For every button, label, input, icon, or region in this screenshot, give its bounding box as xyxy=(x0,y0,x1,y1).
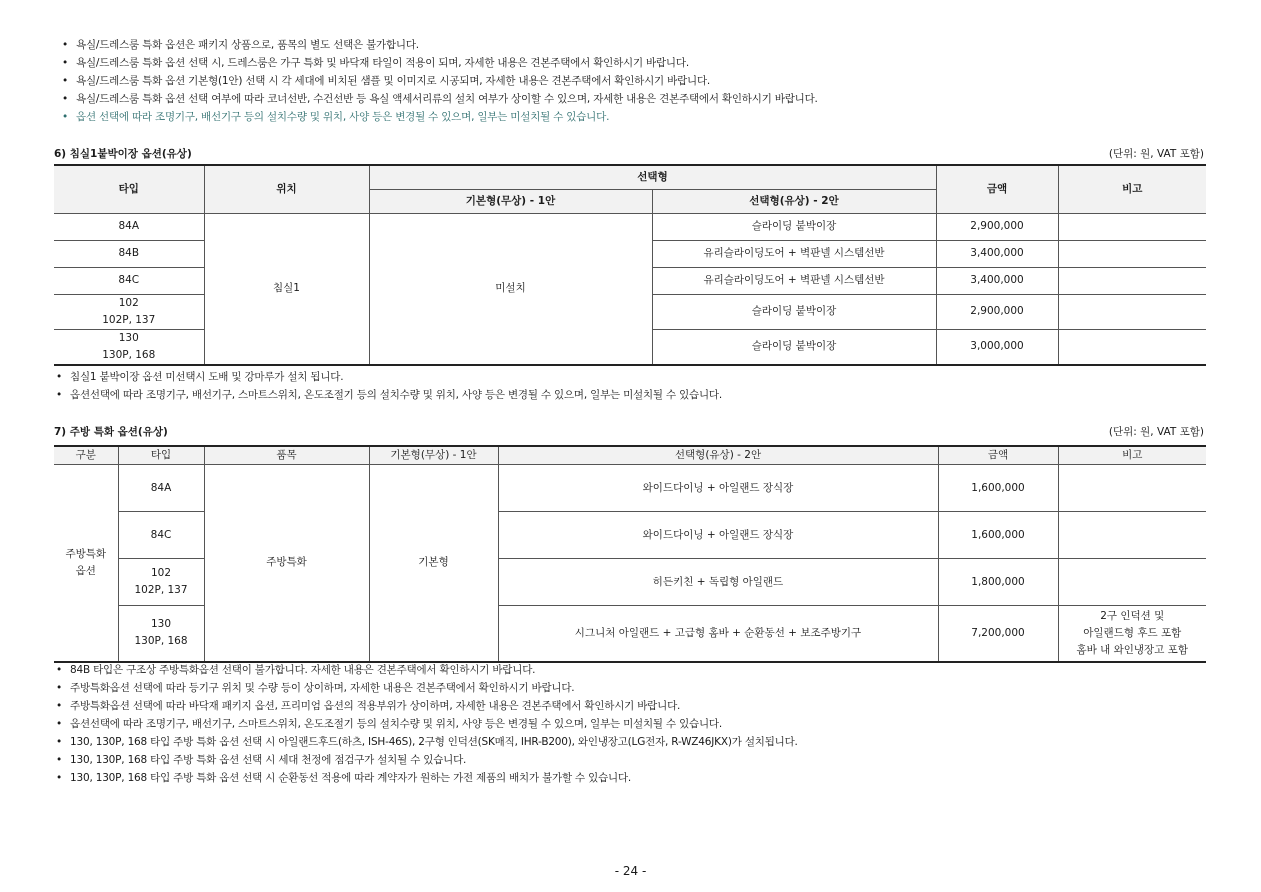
section6-notes xyxy=(54,368,722,404)
amount-cell: 1,800,000 xyxy=(938,559,1058,606)
note-item: • 옵션선택에 따라 조명기구, 배선기구, 스마트스위치, 온도조절기 등의 설치수량 및 위치, 사양 등은 변경될 수 있으며, 일부는 미설치될 수 있습니다. xyxy=(54,715,798,733)
type-line1: 130 xyxy=(118,331,139,344)
section7-title: 7) 주방 특화 옵션(유상) xyxy=(54,426,168,438)
type-cell: 84A xyxy=(54,213,204,240)
paid-cell: 히든키친 + 독립형 아일랜드 xyxy=(498,559,938,606)
type-cell: 84C xyxy=(118,512,204,559)
bedroom-closet-table xyxy=(54,164,1206,366)
note-item: • 주방특화옵션 선택에 따라 등기구 위치 및 수량 등이 상이하며, 자세한 내용은 견본주택에서 확인하시기 바랍니다. xyxy=(54,679,798,697)
header-remark: 비고 xyxy=(1058,446,1206,465)
note-item: • 84B 타입은 구조상 주방특화옵션 선택이 불가합니다. 자세한 내용은 견본주택에서 확인하시기 바랍니다. xyxy=(54,661,798,679)
type-cell: 84C xyxy=(54,267,204,294)
remark-cell xyxy=(1058,465,1206,512)
table-row xyxy=(54,213,1206,240)
amount-cell: 2,900,000 xyxy=(936,294,1058,329)
type-cell xyxy=(118,606,204,662)
remark-line2: 아일랜드형 후드 포함 xyxy=(1083,626,1182,639)
paid-cell: 슬라이딩 붙박이장 xyxy=(652,213,936,240)
note-item: • 옵션 선택에 따라 조명기구, 배선기구 등의 설치수량 및 위치, 사양 등은 변경될 수 있으며, 일부는 미설치될 수 있습니다. xyxy=(60,108,818,126)
type-line2: 130P, 168 xyxy=(102,348,156,361)
remark-cell xyxy=(1058,606,1206,662)
amount-cell: 1,600,000 xyxy=(938,512,1058,559)
category-line2: 옵션 xyxy=(75,564,96,577)
note-item: • 욕실/드레스룸 특화 옵션 선택 시, 드레스룸은 가구 특화 및 바닥재 타일이 적용이 되며, 자세한 내용은 견본주택에서 확인하시기 바랍니다. xyxy=(60,54,818,72)
category-cell xyxy=(54,465,118,662)
note-item: • 130, 130P, 168 타입 주방 특화 옵션 선택 시 아일랜드후드(하츠, ISH-46S), 2구형 인덕션(SK매직, IHR-B200), 와인냉장고(LG전자, R-WZ46JKX)가 설치됩니다. xyxy=(54,733,798,751)
amount-cell: 3,400,000 xyxy=(936,240,1058,267)
type-line2: 102P, 137 xyxy=(134,584,188,596)
type-cell xyxy=(118,559,204,606)
header-basic: 기본형(무상) - 1안 xyxy=(369,189,652,213)
header-amount: 금액 xyxy=(936,165,1058,213)
type-cell xyxy=(54,329,204,365)
header-selection: 선택형 xyxy=(369,165,936,189)
item-cell: 주방특화 xyxy=(204,465,369,662)
section6-title: 6) 침실1붙박이장 옵션(유상) xyxy=(54,148,192,160)
amount-cell: 7,200,000 xyxy=(938,606,1058,662)
header-remark: 비고 xyxy=(1058,165,1206,213)
header-type: 타입 xyxy=(54,165,204,213)
paid-cell: 유리슬라이딩도어 + 벽판넬 시스템선반 xyxy=(652,267,936,294)
header-basic: 기본형(무상) - 1안 xyxy=(369,446,498,465)
note-item: • 욕실/드레스룸 특화 옵션 선택 여부에 따라 코너선반, 수건선반 등 욕실 액세서리류의 설치 여부가 상이할 수 있으며, 자세한 내용은 견본주택에서 확인하시기 바랍니다. xyxy=(60,90,818,108)
section7-unit: (단위: 원, VAT 포함) xyxy=(1108,426,1204,438)
remark-line3: 홈바 내 와인냉장고 포함 xyxy=(1076,643,1188,656)
remark-cell xyxy=(1058,267,1206,294)
header-type: 타입 xyxy=(118,446,204,465)
amount-cell: 3,000,000 xyxy=(936,329,1058,365)
page-number: - 24 - xyxy=(614,864,647,878)
type-line1: 130 xyxy=(150,618,172,631)
paid-cell: 와이드다이닝 + 아일랜드 장식장 xyxy=(498,465,938,512)
note-item: • 130, 130P, 168 타입 주방 특화 옵션 선택 시 순환동선 적용에 따라 계약자가 원하는 가전 제품의 배치가 불가할 수 있습니다. xyxy=(54,769,798,787)
top-notes xyxy=(60,36,818,126)
type-cell: 84B xyxy=(54,240,204,267)
amount-cell: 3,400,000 xyxy=(936,267,1058,294)
amount-cell: 2,900,000 xyxy=(936,213,1058,240)
category-line1: 주방특화 xyxy=(65,547,107,560)
basic-cell: 기본형 xyxy=(369,465,498,662)
note-item: • 욕실/드레스룸 특화 옵션은 패키지 상품으로, 품목의 별도 선택은 불가합니다. xyxy=(60,36,818,54)
note-item: • 침실1 붙박이장 옵션 미선택시 도배 및 강마루가 설치 됩니다. xyxy=(54,368,722,386)
kitchen-option-table xyxy=(54,445,1206,663)
header-amount: 금액 xyxy=(938,446,1058,465)
remark-cell xyxy=(1058,559,1206,606)
remark-cell xyxy=(1058,294,1206,329)
note-item: • 130, 130P, 168 타입 주방 특화 옵션 선택 시 세대 천정에 점검구가 설치될 수 있습니다. xyxy=(54,751,798,769)
type-cell xyxy=(54,294,204,329)
note-item: • 욕실/드레스룸 특화 옵션 기본형(1안) 선택 시 각 세대에 비치된 샘플 및 이미지로 시공되며, 자세한 내용은 견본주택에서 확인하시기 바랍니다. xyxy=(60,72,818,90)
header-item: 품목 xyxy=(204,446,369,465)
note-item: • 주방특화옵션 선택에 따라 바닥재 패키지 옵션, 프리미엄 옵션의 적용부위가 상이하며, 자세한 내용은 견본주택에서 확인하시기 바랍니다. xyxy=(54,697,798,715)
table-row xyxy=(54,465,1206,512)
amount-cell: 1,600,000 xyxy=(938,465,1058,512)
header-location: 위치 xyxy=(204,165,369,213)
note-item: • 옵션선택에 따라 조명기구, 배선기구, 스마트스위치, 온도조절기 등의 설치수량 및 위치, 사양 등은 변경될 수 있으며, 일부는 미설치될 수 있습니다. xyxy=(54,386,722,404)
type-line1: 102 xyxy=(150,567,172,579)
type-line2: 102P, 137 xyxy=(102,313,156,326)
header-paid: 선택형(유상) - 2안 xyxy=(498,446,938,465)
paid-cell: 유리슬라이딩도어 + 벽판넬 시스템선반 xyxy=(652,240,936,267)
remark-cell xyxy=(1058,240,1206,267)
remark-cell xyxy=(1058,512,1206,559)
type-line2: 130P, 168 xyxy=(134,635,188,648)
type-line1: 102 xyxy=(118,296,139,309)
header-paid: 선택형(유상) - 2안 xyxy=(652,189,936,213)
type-cell: 84A xyxy=(118,465,204,512)
remark-line1: 2구 인덕션 및 xyxy=(1100,609,1165,622)
remark-cell xyxy=(1058,213,1206,240)
paid-cell: 슬라이딩 붙박이장 xyxy=(652,329,936,365)
section6-unit: (단위: 원, VAT 포함) xyxy=(1108,148,1204,160)
paid-cell: 슬라이딩 붙박이장 xyxy=(652,294,936,329)
basic-cell: 미설치 xyxy=(369,213,652,365)
section7-notes xyxy=(54,661,798,787)
remark-cell xyxy=(1058,329,1206,365)
header-category: 구분 xyxy=(54,446,118,465)
location-cell: 침실1 xyxy=(204,213,369,365)
paid-cell: 와이드다이닝 + 아일랜드 장식장 xyxy=(498,512,938,559)
paid-cell: 시그니처 아일랜드 + 고급형 홈바 + 순환동선 + 보조주방기구 xyxy=(498,606,938,662)
